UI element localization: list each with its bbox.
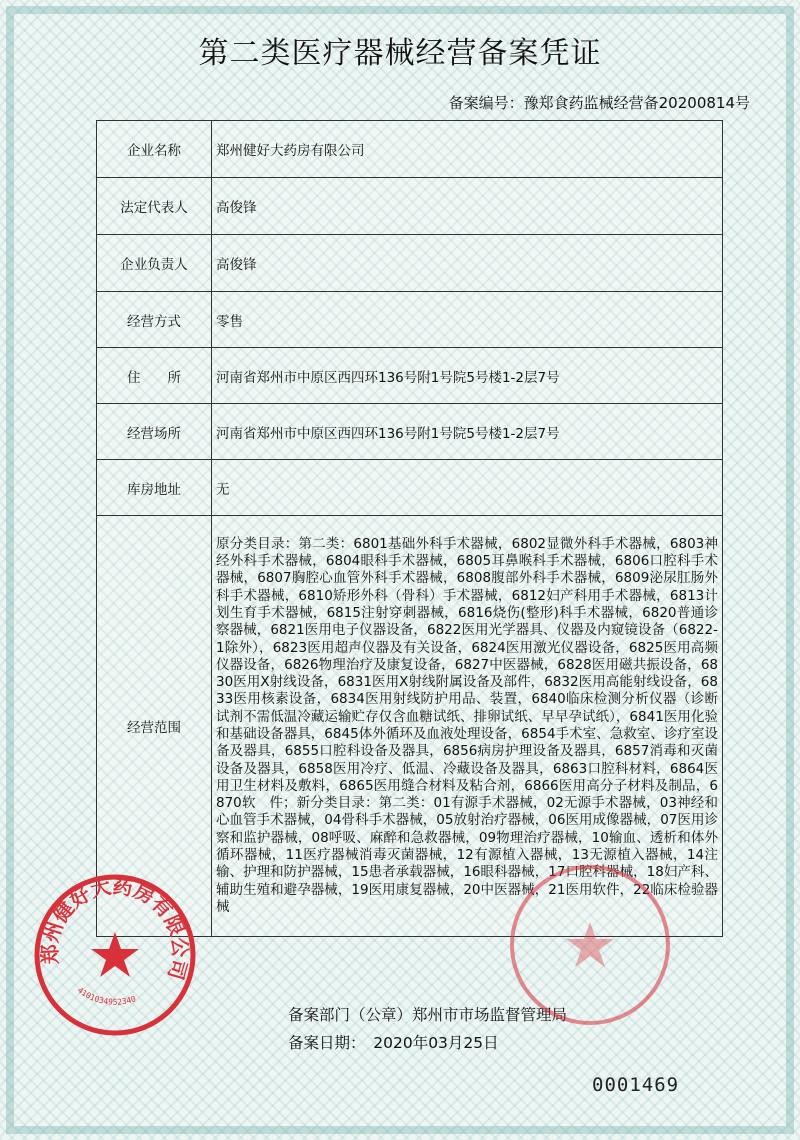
row-label: 经营场所 <box>97 404 212 460</box>
row-label: 法定代表人 <box>97 178 212 235</box>
row-label: 经营方式 <box>97 292 212 348</box>
business-mode-value: 零售 <box>212 292 723 348</box>
serial-number: 0001469 <box>592 1074 680 1096</box>
table-row <box>97 348 723 404</box>
residence-value: 河南省郑州市中原区西四环136号附1号院5号楼1-2层7号 <box>212 348 723 404</box>
row-label: 经营范围 <box>97 516 212 937</box>
seal-name-text: 郑州健好大药房有限公司 <box>37 873 193 983</box>
table-row <box>97 178 723 235</box>
record-number: 备案编号：豫郑食药监械经营备20200814号 <box>448 94 750 112</box>
row-label: 企业负责人 <box>97 235 212 292</box>
table-row <box>97 292 723 348</box>
official-seal-star-icon <box>566 922 614 967</box>
row-label: 库房地址 <box>97 460 212 516</box>
warehouse-value: 无 <box>212 460 723 516</box>
manager-value: 高俊锋 <box>212 235 723 292</box>
company-name-value: 郑州健好大药房有限公司 <box>212 121 723 178</box>
row-label: 企业名称 <box>97 121 212 178</box>
table-row <box>97 121 723 178</box>
table-row <box>97 404 723 460</box>
seal-star-icon <box>91 932 139 977</box>
official-seal <box>505 860 675 1030</box>
premises-value: 河南省郑州市中原区西四环136号附1号院5号楼1-2层7号 <box>212 404 723 460</box>
filing-department: 备案部门（公章）郑州市市场监督管理局 <box>288 1006 568 1024</box>
filing-date: 备案日期： 2020年03月25日 <box>288 1034 499 1052</box>
certificate-title: 第二类医疗器械经营备案凭证 <box>198 36 602 71</box>
company-seal <box>30 870 200 1040</box>
info-table <box>96 120 723 937</box>
legal-rep-value: 高俊锋 <box>212 178 723 235</box>
business-scope-value: 原分类目录：第二类：6801基础外科手术器械，6802显微外科手术器械，6803神经外科手术器械，6804眼科手术器械，6805耳鼻喉科手术器械，6806口腔科手术器械，6807胸腔心血管外科手术器械，6808腹部外科手术器械，6809泌尿肛肠外科手术器械，6810矫形外科（骨科）手术器械，6812妇产科用手术器械，6813计划生育手术器械，6815注射穿刺器械，6816烧伤(整形)科手术器械，6820普通诊察器械，6821医用电子仪器设备，6822医用光学器具、仪器及内窥镜设备（6822-1除外），6823医用超声仪器及有关设备，6824医用激光仪器设备，6825医用高频仪器设备，6826物理治疗及康复设备，6827中医器械，6828医用磁共振设备，6830医用X射线设备，6831医用X射线附属设备及部件，6832医用高能射线设备，6833医用核素设备，6834医用射线防护用品、装置，6840临床检测分析仪器（诊断试剂不需低温冷藏运输贮存仅含血糖试纸、排卵试纸、早早孕试纸），6841医用化验和基础设备器具，6845体外循环及血液处理设备，6854手术室、急救室、诊疗室设备及器具，6855口腔科设备及器具，6856病房护理设备及器具，6857消毒和灭菌设备及器具，6858医用冷疗、低温、冷藏设备及器具，6863口腔科材料，6864医用卫生材料及敷料，6865医用缝合材料及粘合剂，6866医用高分子材料及制品，6870软 件；新分类目录：第二类：01有源手术器械，02无源手术器械，03神经和心血管手术器械，04骨科手术器械，05放射治疗器械，06医用成像器械，07医用诊察和监护器械，08呼吸、麻醉和急救器械，09物理治疗器械，10输血、透析和体外循环器械，11医疗器械消毒灭菌器械，12有源植入器械，13无源植入器械，14注输、护理和防护器械，15患者承载器械，16眼科器械，17口腔科器械，18妇产科、辅助生殖和避孕器械，19医用康复器械，20中医器械，21医用软件，22临床检验器械 <box>212 516 723 937</box>
table-row <box>97 235 723 292</box>
seal-number-text: 4101034952340 <box>75 985 138 1007</box>
row-label: 住 所 <box>97 348 212 404</box>
table-row <box>97 460 723 516</box>
